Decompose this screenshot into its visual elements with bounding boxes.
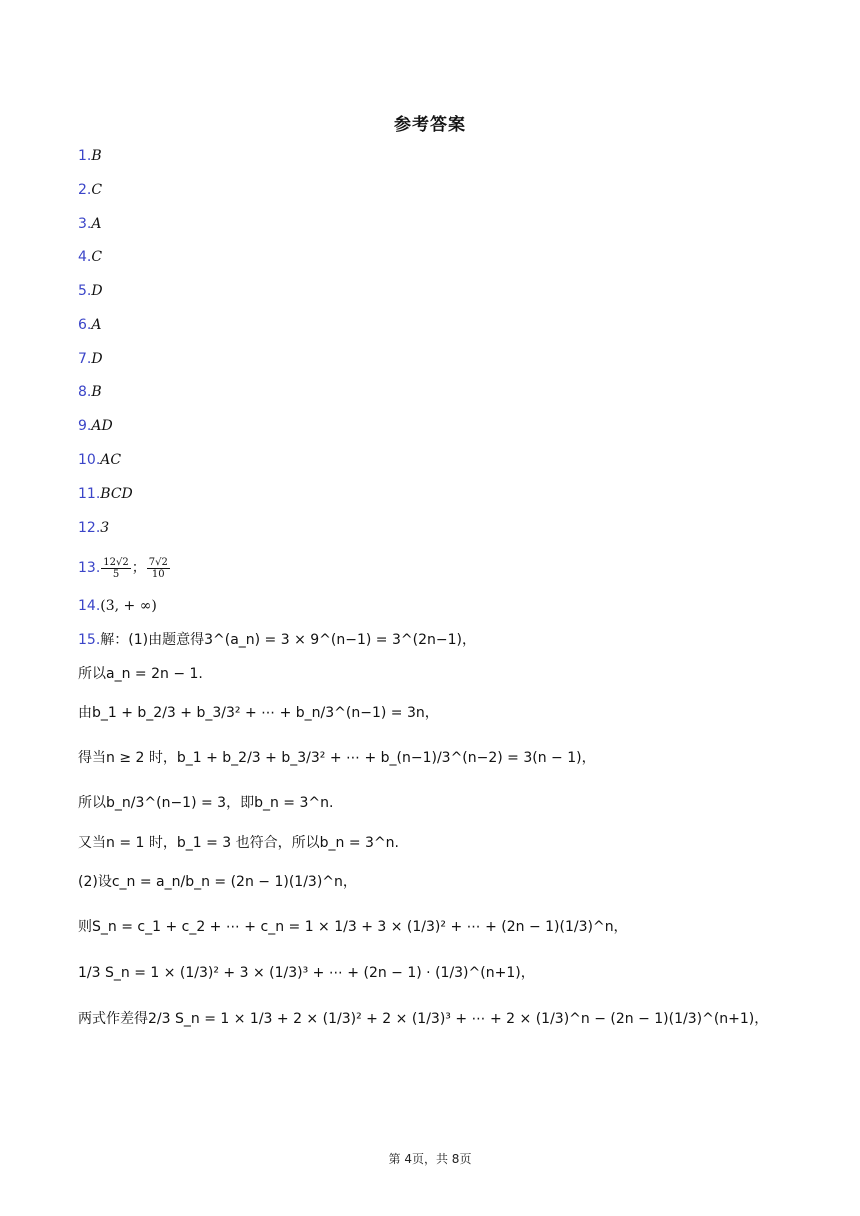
answer-number: 15. (78, 632, 101, 648)
answer-8 (78, 380, 102, 404)
answer-text: A (91, 216, 102, 232)
answer-5 (78, 279, 103, 303)
answer-15-line-6: 又当n = 1 时，b_1 = 3 也符合，所以b_n = 3^n. (78, 835, 399, 851)
fraction-denominator: 10 (151, 568, 165, 580)
answer-10 (78, 448, 121, 472)
fraction-numerator: 7√2 (148, 556, 168, 568)
answer-1 (78, 144, 102, 168)
answer-number: 7. (78, 351, 92, 367)
answer-text: 3 (100, 520, 110, 536)
answer-15-line-9: 1/3 S_n = 1 × (1/3)² + 3 × (1/3)³ + ⋯ + (2n − 1) · (1/3)^(n+1)， (78, 965, 535, 981)
answer-12 (78, 516, 109, 540)
answer-number: 13. (78, 560, 101, 576)
answer-number: 12. (78, 520, 101, 536)
page-title: 参考答案 (394, 115, 466, 135)
answer-13 (78, 556, 171, 580)
answer-text: AD (91, 418, 113, 434)
answer-text: B (91, 384, 102, 400)
answer-text: B (91, 148, 102, 164)
answer-9 (78, 414, 113, 438)
answer-text: D (91, 283, 103, 299)
answer-number: 5. (78, 283, 92, 299)
answer-number: 11. (78, 486, 101, 502)
answer-15-line-1 (78, 628, 476, 652)
answer-11 (78, 482, 133, 506)
answer-number: 4. (78, 249, 92, 265)
answer-3 (78, 212, 101, 236)
answer-4 (78, 245, 102, 269)
answer-15-line-8: 则S_n = c_1 + c_2 + ⋯ + c_n = 1 × 1/3 + 3 × (1/3)² + ⋯ + (2n − 1)(1/3)^n， (78, 919, 628, 935)
answer-15-line-2: 所以a_n = 2n − 1. (78, 666, 203, 682)
answer-15-line-5: 所以b_n/3^(n−1) = 3，即b_n = 3^n. (78, 795, 334, 811)
fraction-denominator: 5 (112, 568, 120, 580)
answer-number: 1. (78, 148, 92, 164)
answer-number: 3. (78, 216, 92, 232)
answer-text: A (91, 317, 102, 333)
answer-number: 9. (78, 418, 92, 434)
answer-number: 6. (78, 317, 92, 333)
separator: ； (131, 560, 146, 576)
answer-text: C (91, 249, 103, 265)
answer-number: 10. (78, 452, 101, 468)
answer-14 (78, 594, 157, 618)
answer-text: D (91, 351, 103, 367)
answer-15-line-4: 得当n ≥ 2 时，b_1 + b_2/3 + b_3/3² + ⋯ + b_(n−1)/3^(n−2) = 3(n − 1)， (78, 750, 596, 766)
answer-number: 2. (78, 182, 92, 198)
answer-15-line-7: (2)设c_n = a_n/b_n = (2n − 1)(1/3)^n， (78, 874, 357, 890)
answer-6 (78, 313, 101, 337)
answer-15-line-10: 两式作差得2/3 S_n = 1 × 1/3 + 2 × (1/3)² + 2 × (1/3)³ + ⋯ + 2 × (1/3)^n − (2n − 1)(1/3)^(n+1)， (78, 1011, 769, 1027)
answer-number: 14. (78, 598, 101, 614)
answer-2 (78, 178, 102, 202)
answer-number: 8. (78, 384, 92, 400)
answer-text: C (91, 182, 103, 198)
answer-text: BCD (100, 486, 133, 502)
solution-text: 解：(1)由题意得3^(a_n) = 3 × 9^(n−1) = 3^(2n−1)， (100, 632, 476, 648)
fraction-a (101, 557, 130, 580)
fraction-b (147, 557, 170, 580)
answer-15-line-3: 由b_1 + b_2/3 + b_3/3² + ⋯ + b_n/3^(n−1) = 3n， (78, 705, 439, 721)
answer-7 (78, 347, 103, 371)
answer-text: AC (100, 452, 122, 468)
page-footer: 第 4页，共 8页 (388, 1152, 472, 1166)
answer-text: (3, + ∞) (100, 598, 157, 614)
fraction-numerator: 12√2 (103, 556, 129, 568)
